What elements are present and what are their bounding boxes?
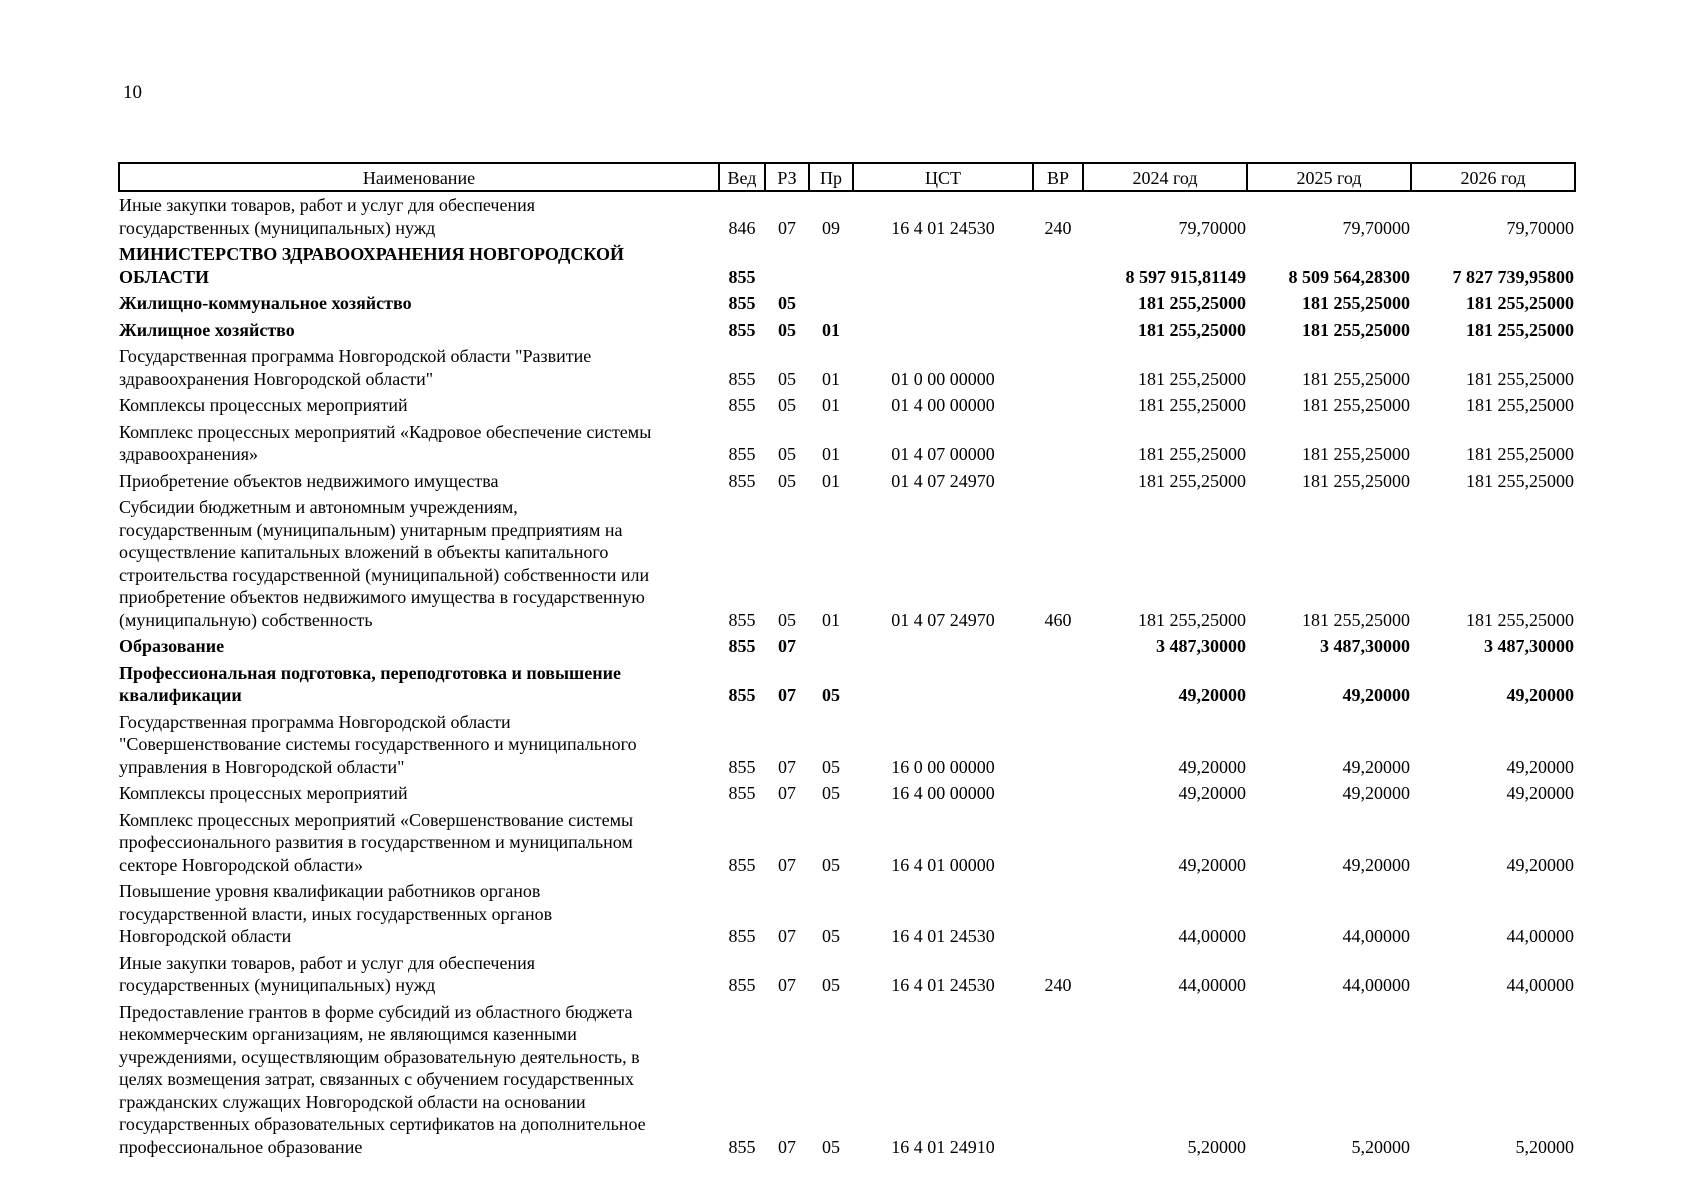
table-row	[119, 317, 1575, 344]
row-cst: 16 4 01 24530	[891, 975, 995, 995]
row-name: Иные закупки товаров, работ и услуг для обеспечения государственных (муниципальных) нужд	[119, 952, 535, 995]
row-amount-2024: 181 255,25000	[1138, 368, 1246, 389]
row-amount-2024: 181 255,25000	[1138, 319, 1246, 340]
row-amount-2024: 181 255,25000	[1138, 470, 1246, 491]
row-amount-2024: 181 255,25000	[1138, 609, 1246, 630]
header-cst: ЦСТ	[853, 163, 1033, 191]
row-rz: 07	[778, 1136, 796, 1157]
row-vr: 460	[1044, 609, 1072, 630]
header-pr: Пр	[809, 163, 853, 191]
row-amount-2026: 5,20000	[1515, 1136, 1574, 1157]
row-amount-2024: 44,00000	[1178, 975, 1246, 995]
header-2025: 2025 год	[1247, 163, 1411, 191]
table-row	[119, 950, 1575, 999]
row-vr	[1033, 290, 1083, 317]
row-amount-2025: 181 255,25000	[1302, 609, 1410, 630]
row-rz: 07	[778, 783, 796, 803]
header-2026: 2026 год	[1411, 163, 1575, 191]
row-vr	[1033, 633, 1083, 660]
header-name: Наименование	[119, 163, 719, 191]
row-amount-2025: 181 255,25000	[1302, 470, 1410, 491]
row-ved: 855	[728, 293, 756, 313]
row-name: Комплексы процессных мероприятий	[119, 395, 408, 415]
row-ved: 855	[728, 636, 756, 656]
row-ved: 855	[728, 1136, 756, 1157]
row-amount-2026: 49,20000	[1506, 854, 1574, 875]
row-cst: 01 4 00 00000	[891, 395, 995, 415]
page-number: 10	[123, 82, 142, 103]
row-amount-2026: 3 487,30000	[1484, 636, 1574, 656]
row-amount-2024: 3 487,30000	[1156, 636, 1246, 656]
row-cst	[853, 317, 1033, 344]
row-amount-2025: 8 509 564,28300	[1288, 266, 1410, 287]
row-vr	[1033, 392, 1083, 419]
row-vr	[1033, 317, 1083, 344]
row-name: Субсидии бюджетным и автономным учреждениям, государственным (муниципальным) унитарным предприятиям на осуществление капитальных вложений в объекты капитального строительства государственной (муниципальной) собственности или приобретение объектов недвижимого имущества в государственную (муниципальную) собственность	[119, 497, 650, 630]
row-rz: 07	[778, 217, 796, 238]
budget-table	[118, 162, 1576, 1160]
row-name: Комплекс процессных мероприятий «Кадровое обеспечение системы здравоохранения»	[119, 421, 652, 464]
row-pr	[809, 633, 853, 660]
row-amount-2025: 49,20000	[1342, 685, 1410, 705]
row-ved: 855	[728, 609, 756, 630]
row-ved: 855	[728, 319, 756, 340]
header-ved: Вед	[719, 163, 765, 191]
row-name: Приобретение объектов недвижимого имущества	[119, 470, 499, 491]
row-cst: 01 4 07 24970	[891, 470, 995, 491]
row-name: Образование	[119, 636, 225, 656]
row-rz: 05	[778, 319, 796, 340]
row-name: Комплексы процессных мероприятий	[119, 783, 408, 803]
row-amount-2025: 49,20000	[1342, 756, 1410, 777]
row-vr	[1033, 807, 1083, 879]
row-cst: 16 4 01 24910	[891, 1136, 995, 1157]
row-name: Жилищное хозяйство	[119, 319, 295, 340]
row-ved: 855	[728, 756, 756, 777]
row-amount-2026: 49,20000	[1506, 756, 1574, 777]
row-cst: 16 0 00 00000	[891, 756, 995, 777]
row-vr: 240	[1044, 217, 1072, 238]
row-rz: 05	[778, 444, 796, 464]
row-ved: 846	[728, 217, 756, 238]
row-amount-2025: 181 255,25000	[1302, 293, 1410, 313]
row-pr: 05	[822, 975, 840, 995]
row-name: Комплекс процессных мероприятий «Совершенствование системы профессионального развития в государственном и муниципальном секторе Новгородской области»	[119, 809, 634, 875]
header-rz: РЗ	[765, 163, 809, 191]
row-rz: 07	[778, 926, 796, 946]
row-rz: 07	[778, 685, 796, 705]
row-vr	[1033, 468, 1083, 495]
table-row	[119, 290, 1575, 317]
row-vr	[1033, 878, 1083, 950]
row-amount-2025: 49,20000	[1342, 854, 1410, 875]
row-amount-2026: 181 255,25000	[1466, 444, 1574, 464]
row-amount-2025: 181 255,25000	[1302, 444, 1410, 464]
row-rz: 05	[778, 368, 796, 389]
row-amount-2024: 49,20000	[1178, 783, 1246, 803]
table-row	[119, 633, 1575, 660]
row-vr	[1033, 780, 1083, 807]
row-ved: 855	[728, 470, 756, 491]
row-ved: 855	[728, 444, 756, 464]
row-pr: 09	[822, 217, 840, 238]
row-amount-2025: 181 255,25000	[1302, 368, 1410, 389]
row-rz: 07	[778, 636, 796, 656]
row-cst	[853, 290, 1033, 317]
row-pr	[809, 290, 853, 317]
row-amount-2024: 49,20000	[1178, 685, 1246, 705]
row-amount-2026: 79,70000	[1506, 217, 1574, 238]
table-row	[119, 709, 1575, 781]
row-vr	[1033, 660, 1083, 709]
row-ved: 855	[728, 926, 756, 946]
row-vr	[1033, 999, 1083, 1161]
row-cst: 01 4 07 00000	[891, 444, 995, 464]
row-pr: 05	[822, 783, 840, 803]
row-rz: 05	[778, 609, 796, 630]
row-vr	[1033, 419, 1083, 468]
table-row	[119, 191, 1575, 241]
row-rz: 05	[778, 395, 796, 415]
row-cst	[853, 660, 1033, 709]
row-vr	[1033, 709, 1083, 781]
row-amount-2025: 3 487,30000	[1320, 636, 1410, 656]
row-amount-2025: 79,70000	[1342, 217, 1410, 238]
row-cst: 16 4 00 00000	[891, 783, 995, 803]
table-row	[119, 468, 1575, 495]
table-row	[119, 494, 1575, 633]
row-amount-2025: 44,00000	[1342, 975, 1410, 995]
row-amount-2024: 181 255,25000	[1138, 444, 1246, 464]
row-rz	[765, 241, 809, 290]
row-name: МИНИСТЕРСТВО ЗДРАВООХРАНЕНИЯ НОВГОРОДСКОЙ ОБЛАСТИ	[119, 244, 625, 287]
row-amount-2024: 181 255,25000	[1138, 395, 1246, 415]
row-vr	[1033, 241, 1083, 290]
row-cst	[853, 241, 1033, 290]
header-2024: 2024 год	[1083, 163, 1247, 191]
row-amount-2024: 181 255,25000	[1138, 293, 1246, 313]
row-cst: 16 4 01 00000	[891, 854, 995, 875]
row-pr: 01	[822, 444, 840, 464]
row-ved: 855	[728, 395, 756, 415]
row-ved: 855	[728, 975, 756, 995]
row-amount-2025: 5,20000	[1351, 1136, 1410, 1157]
row-amount-2024: 5,20000	[1187, 1136, 1246, 1157]
row-amount-2026: 181 255,25000	[1466, 470, 1574, 491]
row-pr: 05	[822, 1136, 840, 1157]
row-rz: 05	[778, 293, 796, 313]
row-cst: 01 0 00 00000	[891, 368, 995, 389]
row-vr	[1033, 343, 1083, 392]
row-pr: 01	[822, 319, 840, 340]
table-row	[119, 780, 1575, 807]
row-rz: 07	[778, 756, 796, 777]
table-row	[119, 807, 1575, 879]
row-amount-2024: 49,20000	[1178, 756, 1246, 777]
row-pr	[809, 241, 853, 290]
table-body	[119, 191, 1575, 1160]
row-cst: 01 4 07 24970	[891, 609, 995, 630]
row-ved: 855	[728, 685, 756, 705]
row-ved: 855	[728, 854, 756, 875]
row-cst: 16 4 01 24530	[891, 926, 995, 946]
row-pr: 05	[822, 685, 840, 705]
table-row	[119, 878, 1575, 950]
row-vr: 240	[1044, 975, 1072, 995]
table-row	[119, 241, 1575, 290]
row-name: Профессиональная подготовка, переподготовка и повышение квалификации	[119, 662, 621, 705]
row-name: Повышение уровня квалификации работников органов государственной власти, иных государственных органов Новгородской области	[119, 881, 553, 946]
row-amount-2026: 7 827 739,95800	[1452, 266, 1574, 287]
row-name: Иные закупки товаров, работ и услуг для обеспечения государственных (муниципальных) нужд	[119, 195, 535, 238]
table-row	[119, 419, 1575, 468]
row-amount-2026: 181 255,25000	[1466, 609, 1574, 630]
row-ved: 855	[728, 783, 756, 803]
row-cst: 16 4 01 24530	[891, 217, 995, 238]
row-pr: 05	[822, 854, 840, 875]
row-amount-2026: 49,20000	[1506, 783, 1574, 803]
row-amount-2026: 181 255,25000	[1466, 319, 1574, 340]
table-row	[119, 392, 1575, 419]
row-name: Государственная программа Новгородской области "Развитие здравоохранения Новгородской области"	[119, 346, 592, 389]
row-rz: 07	[778, 854, 796, 875]
row-amount-2025: 181 255,25000	[1302, 319, 1410, 340]
table-header	[119, 163, 1575, 191]
row-name: Государственная программа Новгородской области "Совершенствование системы государственного и муниципального управления в Новгородской области"	[119, 711, 637, 777]
row-amount-2024: 44,00000	[1178, 926, 1246, 946]
row-name: Жилищно-коммунальное хозяйство	[119, 293, 412, 313]
table-row	[119, 999, 1575, 1161]
row-amount-2024: 79,70000	[1178, 217, 1246, 238]
row-amount-2025: 181 255,25000	[1302, 395, 1410, 415]
row-pr: 01	[822, 470, 840, 491]
row-amount-2024: 49,20000	[1178, 854, 1246, 875]
row-pr: 01	[822, 368, 840, 389]
header-vr: ВР	[1033, 163, 1083, 191]
row-ved: 855	[728, 368, 756, 389]
row-ved: 855	[728, 266, 756, 287]
row-amount-2026: 44,00000	[1506, 975, 1574, 995]
table-row	[119, 343, 1575, 392]
row-amount-2025: 49,20000	[1342, 783, 1410, 803]
row-amount-2026: 181 255,25000	[1466, 293, 1574, 313]
row-rz: 05	[778, 470, 796, 491]
row-pr: 01	[822, 395, 840, 415]
row-pr: 05	[822, 756, 840, 777]
row-rz: 07	[778, 975, 796, 995]
row-amount-2025: 44,00000	[1342, 926, 1410, 946]
row-cst	[853, 633, 1033, 660]
table-row	[119, 660, 1575, 709]
row-amount-2024: 8 597 915,81149	[1125, 266, 1246, 287]
row-amount-2026: 44,00000	[1506, 926, 1574, 946]
row-amount-2026: 181 255,25000	[1466, 368, 1574, 389]
row-amount-2026: 49,20000	[1506, 685, 1574, 705]
row-pr: 01	[822, 609, 840, 630]
row-name: Предоставление грантов в форме субсидий из областного бюджета некоммерческим организациям, не являющимся казенными учреждениями, осуществляющим образовательную деятельность, в целях возмещения затрат, связанных с обучением государственных гражданских служащих Новгородской области на основании государственных образовательных сертификатов на дополнительное профессиональное образование	[119, 1001, 646, 1157]
row-amount-2026: 181 255,25000	[1466, 395, 1574, 415]
row-pr: 05	[822, 926, 840, 946]
